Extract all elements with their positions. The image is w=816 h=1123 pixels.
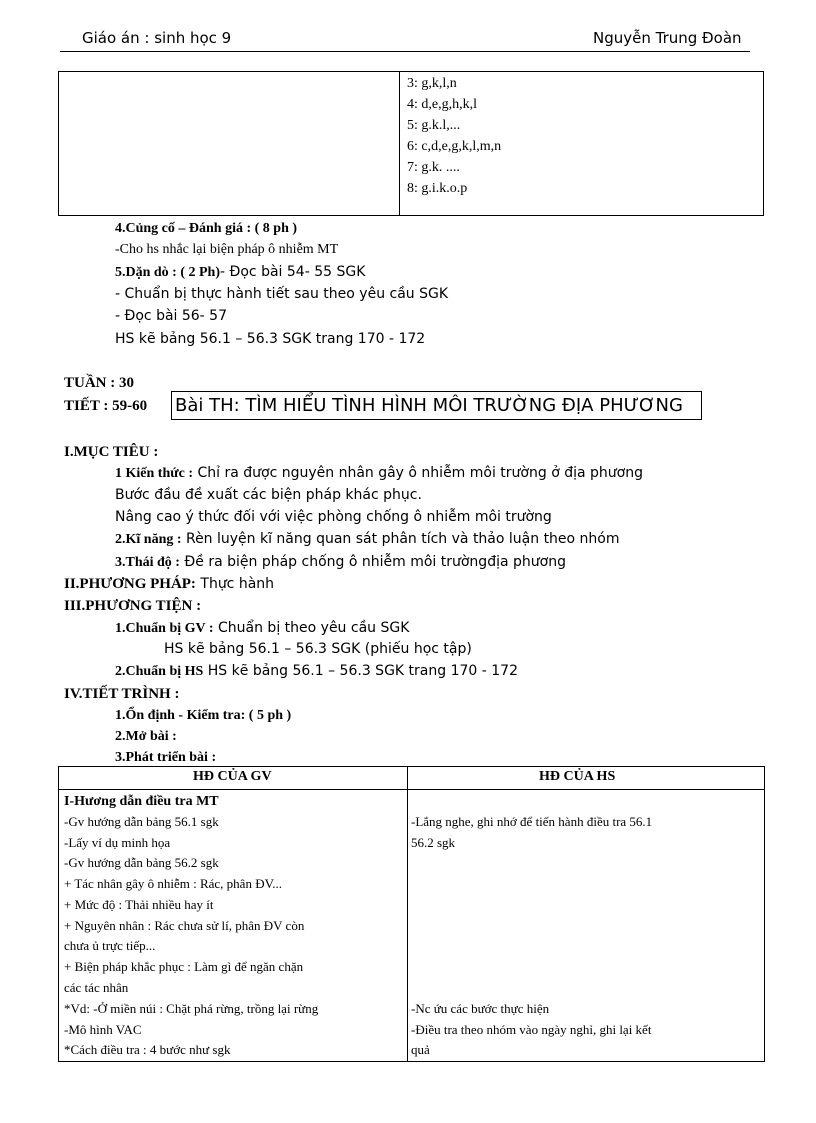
homework-label: 5.Dặn dò : ( 2 Ph) xyxy=(115,265,221,280)
activity-table-divider xyxy=(407,767,408,1061)
hs-line: -Nc ứu các bước thực hiện xyxy=(411,1001,550,1016)
activity-table-header xyxy=(59,767,764,790)
top-table xyxy=(58,71,764,216)
header-right: Nguyễn Trung Đoàn xyxy=(593,29,742,47)
lesson-title: Bài TH: TÌM HIỂU TÌNH HÌNH MÔI TRƯỜNG ĐỊA PHƯƠNG xyxy=(171,391,702,420)
homework-line-4: - Đọc bài 56- 57 xyxy=(115,308,227,324)
gv-prep-text: Chuẩn bị theo yêu cầu SGK xyxy=(213,620,410,636)
hs-prep-line xyxy=(115,661,518,682)
gv-line: -Gv hướng dẫn bảng 56.2 sgk xyxy=(64,855,219,870)
week-label: TUẦN : 30 xyxy=(64,375,134,391)
homework-text: - Đọc bài 54- 55 SGK xyxy=(220,264,366,280)
objectives-heading: I.MỤC TIÊU : xyxy=(64,444,159,460)
method-text: Thực hành xyxy=(195,576,275,592)
gv-prep-line xyxy=(115,618,409,639)
attitude-line xyxy=(115,552,566,573)
top-table-line: 8: g.i.k.o.p xyxy=(407,181,468,196)
hs-line: quả xyxy=(411,1042,430,1057)
hs-line: -Điều tra theo nhóm vào ngày nghỉ, ghi lại kết xyxy=(411,1022,652,1037)
gv-line: -Lấy ví dụ minh họa xyxy=(64,835,171,850)
skills-text: Rèn luyện kĩ năng quan sát phân tích và thảo luận theo nhóm xyxy=(181,531,620,547)
knowledge-line-3: Nâng cao ý thức đối với việc phòng chống ô nhiễm môi trường xyxy=(115,509,552,525)
knowledge-line xyxy=(115,463,643,484)
gv-line: *Cách điều tra : 4 bước như sgk xyxy=(64,1042,231,1057)
hs-prep-label: 2.Chuẩn bị HS xyxy=(115,664,204,679)
activity-table xyxy=(58,766,765,1062)
means-heading: III.PHƯƠNG TIỆN : xyxy=(64,598,202,614)
hs-line: 56.2 sgk xyxy=(411,835,456,850)
knowledge-text: Chỉ ra được nguyên nhân gây ô nhiễm môi trường ở địa phương xyxy=(193,465,643,481)
consolidation-heading: 4.Củng cố – Đánh giá : ( 8 ph ) xyxy=(115,221,298,236)
top-table-line: 4: d,e,g,h,k,l xyxy=(407,97,477,112)
skills-label: 2.Kĩ năng : xyxy=(115,532,182,547)
homework-line xyxy=(115,262,365,283)
top-table-divider xyxy=(399,72,400,215)
gv-line: chưa ủ trực tiếp... xyxy=(64,938,156,953)
header-rule xyxy=(60,51,750,52)
method-label: II.PHƯƠNG PHÁP: xyxy=(64,576,196,592)
top-table-line: 7: g.k. .... xyxy=(407,160,460,175)
knowledge-label: 1 Kiến thức : xyxy=(115,466,194,481)
col-header-gv: HĐ CỦA GV xyxy=(193,769,272,784)
header-left: Giáo án : sinh học 9 xyxy=(82,29,232,47)
hs-line: -Lắng nghe, ghi nhớ để tiến hành điều tra 56.1 xyxy=(411,814,653,829)
gv-prep-line-2: HS kẽ bảng 56.1 – 56.3 SGK (phiếu học tập) xyxy=(164,641,472,657)
gv-line: + Mức độ : Thải nhiều hay ít xyxy=(64,897,214,912)
method-line xyxy=(64,574,274,594)
gv-line: *Vd: -Ở miền núi : Chặt phá rừng, trồng lại rừng xyxy=(64,1001,319,1016)
top-table-line: 6: c,d,e,g,k,l,m,n xyxy=(407,139,502,154)
gv-line: -Gv hướng dẫn bảng 56.1 sgk xyxy=(64,814,219,829)
knowledge-line-2: Bước đầu đề xuất các biện pháp khác phục. xyxy=(115,487,422,503)
gv-heading: I-Hương dẫn điều tra MT xyxy=(64,794,219,809)
top-table-line: 5: g.k.l,... xyxy=(407,118,461,133)
col-header-hs: HĐ CỦA HS xyxy=(539,769,616,784)
gv-line: + Nguyên nhân : Rác chưa sử lí, phân ĐV còn xyxy=(64,918,305,933)
period-label: TIẾT : 59-60 xyxy=(64,398,148,414)
process-step-2: 2.Mở bài : xyxy=(115,729,177,744)
gv-line: + Tác nhân gây ô nhiễm : Rác, phân ĐV... xyxy=(64,876,283,891)
attitude-label: 3.Thái độ : xyxy=(115,555,180,570)
homework-line-3: - Chuẩn bị thực hành tiết sau theo yêu cầu SGK xyxy=(115,286,449,302)
top-table-line: 3: g,k,l,n xyxy=(407,76,457,91)
hs-prep-text: HS kẽ bảng 56.1 – 56.3 SGK trang 170 - 172 xyxy=(203,663,518,679)
gv-line: + Biện pháp khắc phục : Làm gì để ngăn chặn xyxy=(64,959,304,974)
attitude-text: Đề ra biện pháp chống ô nhiễm môi trườngđịa phương xyxy=(179,554,566,570)
gv-prep-label: 1.Chuẩn bị GV : xyxy=(115,621,214,636)
consolidation-line: -Cho hs nhắc lại biện pháp ô nhiễm MT xyxy=(115,242,339,257)
process-step-3: 3.Phát triển bài : xyxy=(115,750,217,765)
homework-line-5: HS kẽ bảng 56.1 – 56.3 SGK trang 170 - 172 xyxy=(115,331,426,347)
skills-line xyxy=(115,529,620,550)
gv-line: -Mô hình VAC xyxy=(64,1022,142,1037)
process-step-1: 1.Ổn định - Kiểm tra: ( 5 ph ) xyxy=(115,708,292,723)
gv-line: các tác nhân xyxy=(64,980,129,995)
process-heading: IV.TIẾT TRÌNH : xyxy=(64,686,180,702)
